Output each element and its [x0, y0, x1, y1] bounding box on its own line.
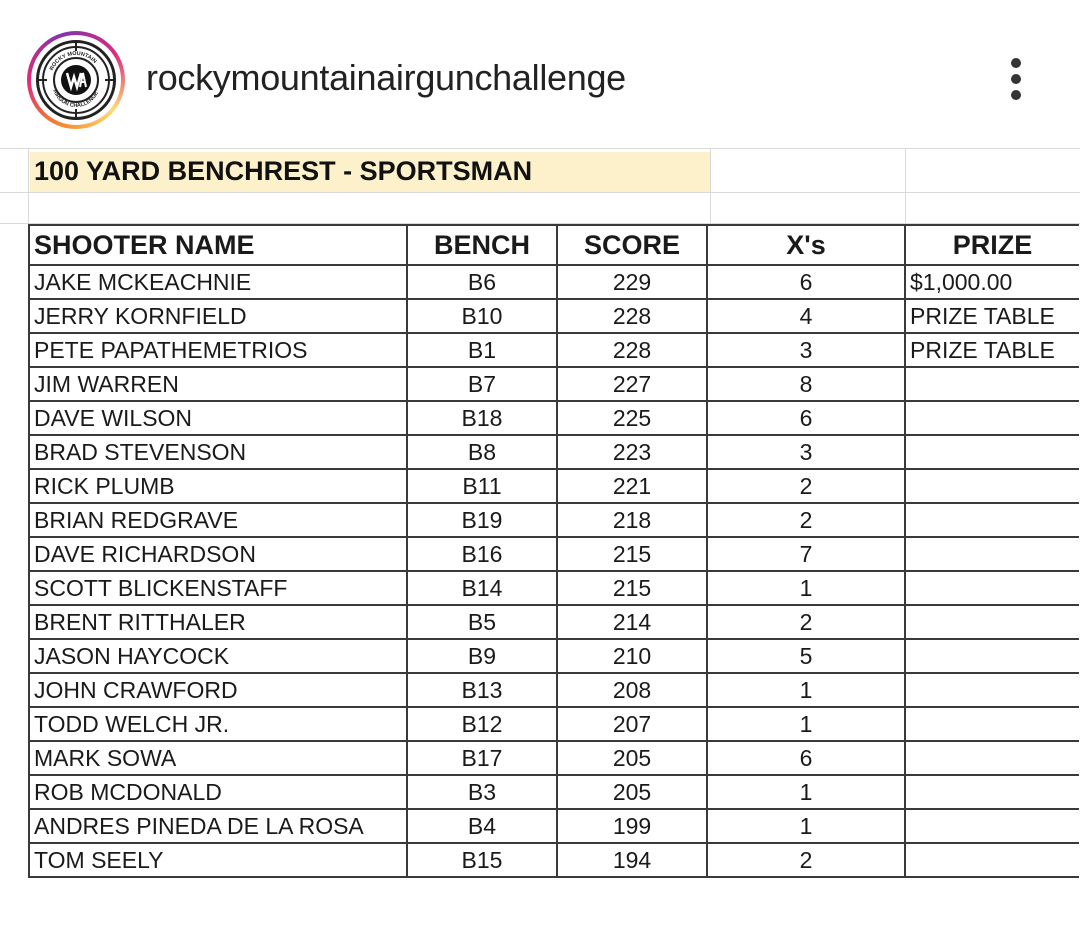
- xs-cell: 1: [707, 673, 905, 707]
- shooter-name-cell: JERRY KORNFIELD: [29, 299, 407, 333]
- table-row: [29, 843, 1079, 877]
- shooter-name-cell: BRENT RITTHALER: [29, 605, 407, 639]
- shooter-name-cell: DAVE WILSON: [29, 401, 407, 435]
- table-row: [29, 537, 1079, 571]
- xs-cell: 1: [707, 809, 905, 843]
- bench-cell: B14: [407, 571, 557, 605]
- score-cell: 208: [557, 673, 707, 707]
- results-table: [28, 224, 1079, 878]
- table-row: [29, 367, 1079, 401]
- table-row: [29, 605, 1079, 639]
- score-cell: 199: [557, 809, 707, 843]
- xs-cell: 2: [707, 503, 905, 537]
- bench-cell: B3: [407, 775, 557, 809]
- svg-text:AIRGUN CHALLENGE: AIRGUN CHALLENGE: [51, 88, 100, 110]
- xs-cell: 8: [707, 367, 905, 401]
- table-row: [29, 333, 1079, 367]
- shooter-name-cell: BRIAN REDGRAVE: [29, 503, 407, 537]
- prize-cell: [905, 571, 1079, 605]
- score-cell: 221: [557, 469, 707, 503]
- bench-cell: B17: [407, 741, 557, 775]
- score-cell: 229: [557, 265, 707, 299]
- xs-cell: 1: [707, 775, 905, 809]
- table-row: [29, 673, 1079, 707]
- shooter-name-cell: SCOTT BLICKENSTAFF: [29, 571, 407, 605]
- sheet-title: 100 YARD BENCHREST - SPORTSMAN: [34, 156, 533, 186]
- table-row: [29, 775, 1079, 809]
- prize-cell: [905, 707, 1079, 741]
- table-row: [29, 299, 1079, 333]
- score-cell: 228: [557, 333, 707, 367]
- shooter-name-cell: TODD WELCH JR.: [29, 707, 407, 741]
- table-row: [29, 503, 1079, 537]
- score-cell: 210: [557, 639, 707, 673]
- svg-text:ROCKY MOUNTAIN: ROCKY MOUNTAIN: [49, 50, 98, 72]
- xs-cell: 4: [707, 299, 905, 333]
- rocky-mountain-airgun-challenge-logo-icon: [36, 40, 116, 120]
- score-cell: 215: [557, 571, 707, 605]
- prize-cell: [905, 367, 1079, 401]
- bench-cell: B4: [407, 809, 557, 843]
- bench-cell: B1: [407, 333, 557, 367]
- prize-cell: [905, 503, 1079, 537]
- more-vertical-icon[interactable]: [1000, 55, 1032, 103]
- avatar[interactable]: [27, 31, 125, 129]
- spreadsheet-image: [0, 148, 1080, 929]
- column-header-shooter-name: SHOOTER NAME: [29, 225, 407, 265]
- column-header-xs: X's: [707, 225, 905, 265]
- prize-cell: [905, 741, 1079, 775]
- shooter-name-cell: ROB MCDONALD: [29, 775, 407, 809]
- table-row: [29, 571, 1079, 605]
- xs-cell: 6: [707, 265, 905, 299]
- prize-cell: $1,000.00: [905, 265, 1079, 299]
- bench-cell: B11: [407, 469, 557, 503]
- prize-cell: [905, 469, 1079, 503]
- prize-cell: [905, 639, 1079, 673]
- prize-cell: [905, 401, 1079, 435]
- xs-cell: 2: [707, 843, 905, 877]
- bench-cell: B7: [407, 367, 557, 401]
- column-header-prize: PRIZE: [905, 225, 1079, 265]
- shooter-name-cell: JIM WARREN: [29, 367, 407, 401]
- prize-cell: [905, 605, 1079, 639]
- column-header-bench: BENCH: [407, 225, 557, 265]
- xs-cell: 3: [707, 333, 905, 367]
- xs-cell: 1: [707, 707, 905, 741]
- bench-cell: B8: [407, 435, 557, 469]
- table-row: [29, 265, 1079, 299]
- bench-cell: B6: [407, 265, 557, 299]
- table-row: [29, 707, 1079, 741]
- bench-cell: B13: [407, 673, 557, 707]
- table-row: [29, 809, 1079, 843]
- score-cell: 205: [557, 775, 707, 809]
- score-cell: 227: [557, 367, 707, 401]
- score-cell: 225: [557, 401, 707, 435]
- bench-cell: B10: [407, 299, 557, 333]
- score-cell: 218: [557, 503, 707, 537]
- shooter-name-cell: JAKE MCKEACHNIE: [29, 265, 407, 299]
- shooter-name-cell: BRAD STEVENSON: [29, 435, 407, 469]
- xs-cell: 6: [707, 741, 905, 775]
- shooter-name-cell: DAVE RICHARDSON: [29, 537, 407, 571]
- bench-cell: B15: [407, 843, 557, 877]
- score-cell: 205: [557, 741, 707, 775]
- shooter-name-cell: ANDRES PINEDA DE LA ROSA: [29, 809, 407, 843]
- shooter-name-cell: JOHN CRAWFORD: [29, 673, 407, 707]
- prize-cell: [905, 673, 1079, 707]
- bench-cell: B5: [407, 605, 557, 639]
- score-cell: 223: [557, 435, 707, 469]
- shooter-name-cell: RICK PLUMB: [29, 469, 407, 503]
- prize-cell: [905, 775, 1079, 809]
- xs-cell: 2: [707, 605, 905, 639]
- score-cell: 207: [557, 707, 707, 741]
- bench-cell: B19: [407, 503, 557, 537]
- column-header-score: SCORE: [557, 225, 707, 265]
- bench-cell: B9: [407, 639, 557, 673]
- prize-cell: PRIZE TABLE: [905, 299, 1079, 333]
- xs-cell: 7: [707, 537, 905, 571]
- score-cell: 228: [557, 299, 707, 333]
- post-header: [0, 0, 1080, 148]
- xs-cell: 2: [707, 469, 905, 503]
- bench-cell: B18: [407, 401, 557, 435]
- table-row: [29, 741, 1079, 775]
- score-cell: 214: [557, 605, 707, 639]
- score-cell: 215: [557, 537, 707, 571]
- xs-cell: 5: [707, 639, 905, 673]
- xs-cell: 1: [707, 571, 905, 605]
- bench-cell: B12: [407, 707, 557, 741]
- shooter-name-cell: JASON HAYCOCK: [29, 639, 407, 673]
- table-row: [29, 639, 1079, 673]
- xs-cell: 3: [707, 435, 905, 469]
- table-header-row: [29, 225, 1079, 265]
- table-row: [29, 401, 1079, 435]
- username[interactable]: rockymountainairgunchallenge: [146, 57, 626, 98]
- prize-cell: [905, 435, 1079, 469]
- shooter-name-cell: MARK SOWA: [29, 741, 407, 775]
- prize-cell: PRIZE TABLE: [905, 333, 1079, 367]
- shooter-name-cell: TOM SEELY: [29, 843, 407, 877]
- prize-cell: [905, 809, 1079, 843]
- prize-cell: [905, 843, 1079, 877]
- xs-cell: 6: [707, 401, 905, 435]
- table-row: [29, 469, 1079, 503]
- table-row: [29, 435, 1079, 469]
- shooter-name-cell: PETE PAPATHEMETRIOS: [29, 333, 407, 367]
- bench-cell: B16: [407, 537, 557, 571]
- score-cell: 194: [557, 843, 707, 877]
- prize-cell: [905, 537, 1079, 571]
